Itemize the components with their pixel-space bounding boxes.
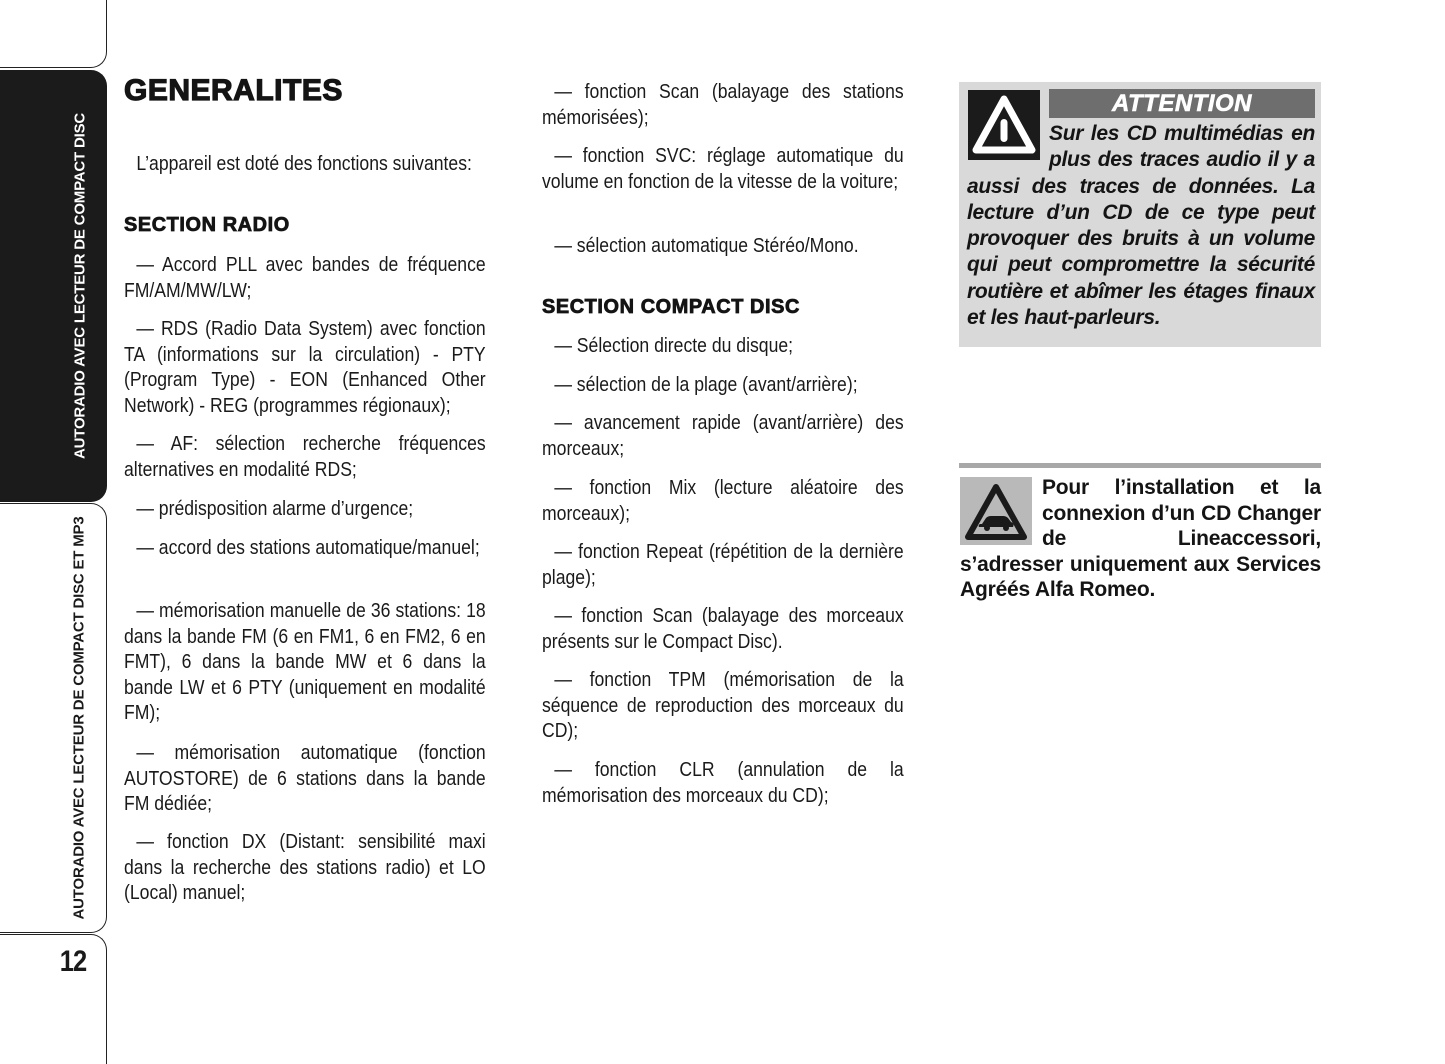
list-item: — fonction CLR (annulation de la mémorisation des morceaux du CD); xyxy=(542,759,904,807)
list-item: — fonction Scan (balayage des morceaux présents sur le Compact Disc). xyxy=(542,605,904,653)
section-title-radio: SECTION RADIO xyxy=(124,214,290,236)
list-item: — fonction SVC: réglage automatique du volume en fonction de la vitesse de la voiture; xyxy=(542,145,904,193)
note-divider xyxy=(959,463,1321,468)
list-item: — mémorisation manuelle de 36 stations: 18 dans la bande FM (6 en FM1, 6 en FM2, 6 en FMT), 6 dans la bande MW et 6 dans la bande LW et 6 PTY (uniquement en modalité FM); xyxy=(124,600,486,724)
tab-autoradio-cd-mp3[interactable] xyxy=(0,503,107,933)
page-title: GENERALITES xyxy=(124,74,343,107)
list-item: — fonction Mix (lecture aléatoire des morceaux); xyxy=(542,477,904,525)
list-item: — fonction Repeat (répétition de la dernière plage); xyxy=(542,541,904,589)
list-item: — Sélection directe du disque; xyxy=(554,335,794,357)
attention-box xyxy=(959,82,1321,347)
tab-autoradio-cd[interactable] xyxy=(0,70,107,502)
list-item: — sélection automatique Stéréo/Mono. xyxy=(554,235,859,257)
list-item: — fonction DX (Distant: sensibilité maxi dans la recherche des stations radio) et LO (Local) manuel; xyxy=(124,831,486,904)
attention-header: ATTENTION xyxy=(1049,89,1315,118)
list-item: — accord des stations automatique/manuel; xyxy=(136,537,480,559)
list-item: — mémorisation automatique (fonction AUTOSTORE) de 6 stations dans la bande FM dédiée; xyxy=(124,742,486,815)
section-title-compact-disc: SECTION COMPACT DISC xyxy=(542,296,800,318)
tab-label: AUTORADIO AVEC LECTEUR DE COMPACT DISC xyxy=(71,112,88,460)
list-item: — prédisposition alarme d’urgence; xyxy=(136,498,414,520)
list-item: — RDS (Radio Data System) avec fonction TA (informations sur la circulation) - PTY (Program Type) - EON (Enhanced Other Network) - REG (programmes régionaux); xyxy=(124,318,486,417)
page-number-tab xyxy=(0,934,107,1064)
tab-top-blank xyxy=(0,0,107,68)
tab-label: AUTORADIO AVEC LECTEUR DE COMPACT DISC ET MP3 xyxy=(70,516,88,920)
list-item: — AF: sélection recherche fréquences alternatives en modalité RDS; xyxy=(124,433,486,481)
list-item: — avancement rapide (avant/arrière) des morceaux; xyxy=(542,412,904,460)
attention-text: Sur les CD multimédias en plus des traces audio il y a aussi des traces de données. La lecture d’un CD de ce type peut provoquer des bruits à un volume qui peut compromettre la sécurité routière et abîmer les étages finaux et les haut-parleurs. xyxy=(967,122,1315,330)
list-item: — Accord PLL avec bandes de fréquence FM/AM/MW/LW; xyxy=(124,254,486,302)
note-text: Pour l’installation et la connexion d’un CD Changer de Lineaccessori, s’adresser uniquement aux Services Agréés Alfa Romeo. xyxy=(960,476,1321,601)
list-item: — fonction TPM (mémorisation de la séquence de reproduction des morceaux du CD); xyxy=(542,669,904,742)
intro-text: L’appareil est doté des fonctions suivantes: xyxy=(136,153,472,175)
list-item: — sélection de la plage (avant/arrière); xyxy=(554,374,858,396)
page-number: 12 xyxy=(59,945,86,978)
list-item: — fonction Scan (balayage des stations mémorisées); xyxy=(542,81,904,129)
